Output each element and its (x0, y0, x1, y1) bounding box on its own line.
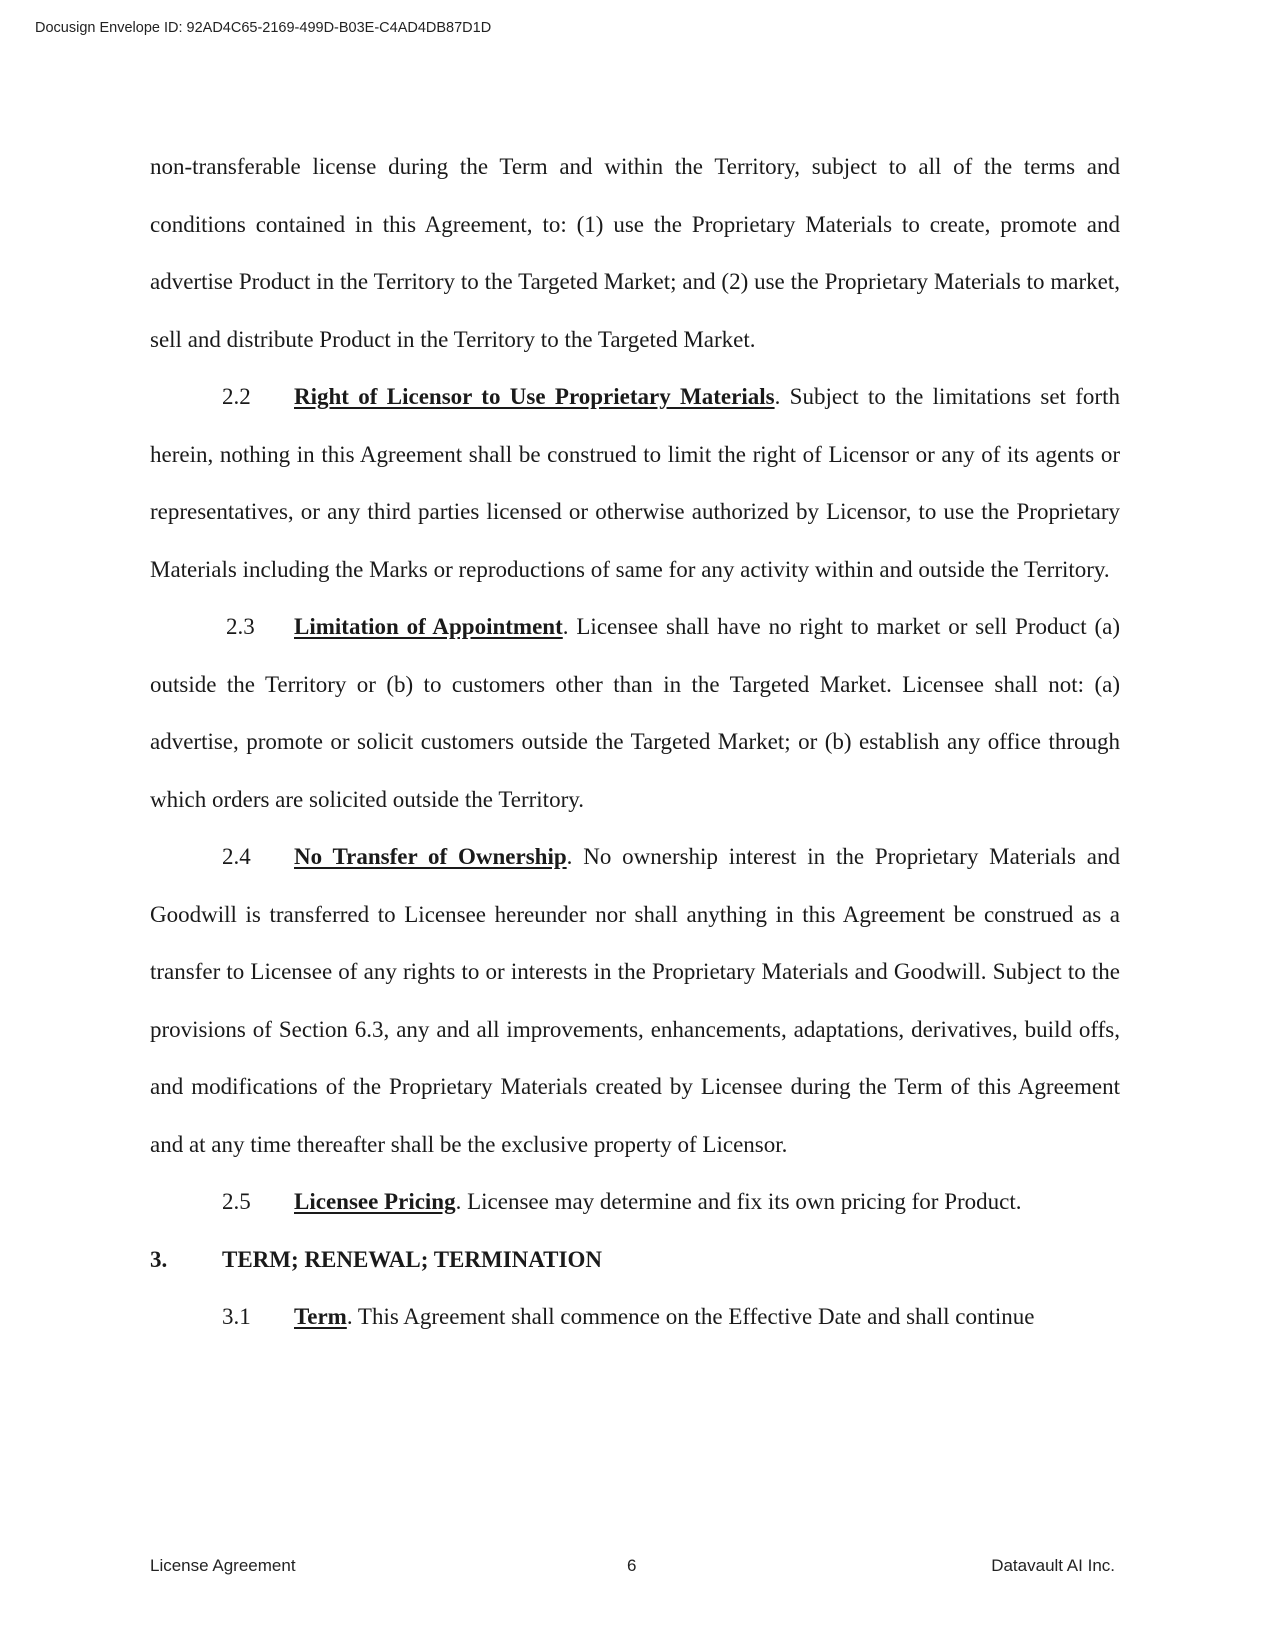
section-number: 2.5 (222, 1189, 251, 1214)
section-heading: Term (294, 1304, 347, 1329)
section-heading: Right of Licensor to Use Proprietary Materials (294, 384, 775, 409)
section-number: 2.4 (222, 844, 251, 869)
section-number: 3.1 (222, 1304, 251, 1329)
section-number: 2.3 (226, 614, 255, 639)
footer-document-title: License Agreement (150, 1556, 296, 1575)
section-body: . This Agreement shall commence on the Effective Date and shall continue (346, 1304, 1035, 1329)
document-body (150, 138, 1120, 1346)
section-heading: No Transfer of Ownership (294, 844, 567, 869)
page-number: 6 (627, 1556, 637, 1575)
section-2-4 (150, 828, 1120, 1173)
footer-company-name: Datavault AI Inc. (991, 1556, 1115, 1575)
section-body: . No ownership interest in the Proprietary Materials and Goodwill is transferred to Licensee hereunder nor shall anything in this Agreement be construed as a transfer to Licensee of any rights to or interests in the Proprietary Materials and Goodwill. Subject to the provisions of Section 6.3, any and all improvements, enhancements, adaptations, derivatives, build offs, and modifications of the Proprietary Materials created by Licensee during the Term of this Agreement and at any time thereafter shall be the exclusive property of Licensor. (150, 844, 1120, 1157)
section-body: . Licensee shall have no right to market or sell Product (a) outside the Territory or (b) to customers other than in the Targeted Market. Licensee shall not: (a) advertise, promote or solicit customers outside the Targeted Market; or (b) establish any office through which orders are solicited outside the Territory. (150, 614, 1120, 812)
section-heading: Limitation of Appointment (294, 614, 563, 639)
section-body: . Subject to the limitations set forth herein, nothing in this Agreement shall be construed to limit the right of Licensor or any of its agents or representatives, or any third parties licensed or otherwise authorized by Licensor, to use the Proprietary Materials including the Marks or reproductions of same for any activity within and outside the Territory. (150, 384, 1120, 582)
section-2-3 (150, 598, 1120, 828)
section-title: TERM; RENEWAL; TERMINATION (222, 1246, 602, 1272)
section-3-1 (150, 1288, 1120, 1346)
section-heading: Licensee Pricing (294, 1189, 456, 1214)
section-number: 3. (150, 1246, 168, 1272)
section-2-2 (150, 368, 1120, 598)
section-number: 2.2 (222, 384, 251, 409)
section-3-title (150, 1231, 1120, 1289)
section-2-5 (150, 1173, 1120, 1231)
section-body: . Licensee may determine and fix its own pricing for Product. (455, 1189, 1022, 1214)
paragraph-license-grant-continued: non-transferable license during the Term and within the Territory, subject to all of the terms and conditions contained in this Agreement, to: (1) use the Proprietary Materials to create, promote and advertise Product in the Territory to the Targeted Market; and (2) use the Proprietary Materials to market, sell and distribute Product in the Territory to the Targeted Market. (150, 154, 1120, 352)
docusign-envelope-id: Docusign Envelope ID: 92AD4C65-2169-499D-B03E-C4AD4DB87D1D (35, 20, 492, 36)
